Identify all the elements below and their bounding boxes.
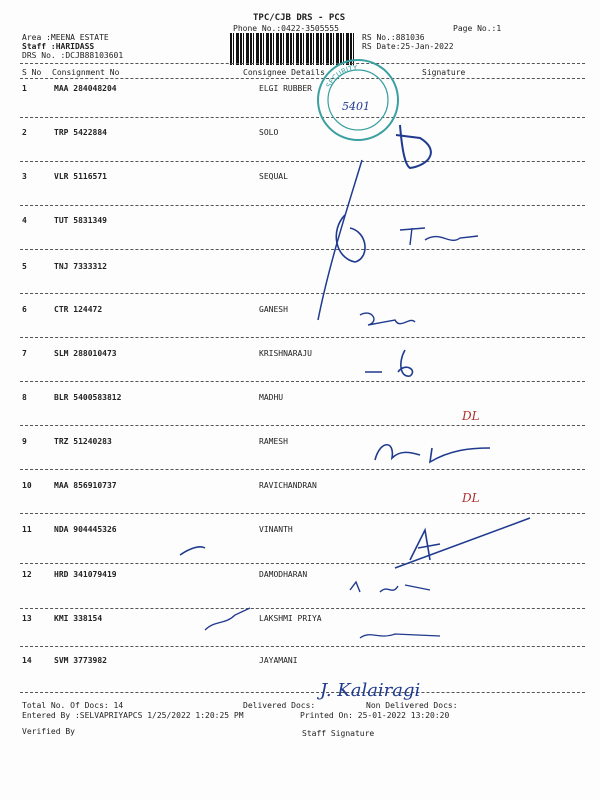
company-stamp [318, 60, 398, 140]
row-consignment: MAA 284048204 [54, 84, 117, 93]
row-consignee: RAVICHANDRAN [259, 481, 317, 490]
row-consignment: SVM 3773982 [54, 656, 107, 665]
column-header-signature: Signature [422, 68, 466, 77]
staff-label: Staff :HARIDASS [22, 42, 95, 51]
row-consignment: TRZ 51240283 [54, 437, 112, 446]
row-consignment: SLM 288010473 [54, 349, 117, 358]
total-docs: Total No. Of Docs: 14 [22, 701, 124, 710]
row-consignment: NDA 904445326 [54, 525, 117, 534]
row-consignee: KRISHNARAJU [259, 349, 312, 358]
cancel-stroke [318, 160, 362, 320]
row-sno: 14 [22, 656, 32, 665]
column-header-consignment: Consignment No [52, 68, 120, 77]
row-sno: 4 [22, 216, 27, 225]
signature-row-2 [396, 125, 431, 168]
row-consignee: JAYAMANI [259, 656, 298, 665]
staff-signature-label: Staff Signature [302, 729, 375, 738]
rs-number: RS No.:881036 [362, 33, 425, 42]
handwritten-name: J. Kalairagi [320, 680, 421, 701]
row-sno: 2 [22, 128, 27, 137]
signature-row-4-b [400, 228, 478, 245]
row-consignee: VINANTH [259, 525, 293, 534]
delivered-docs: Delivered Docs: [243, 701, 316, 710]
row-sno: 8 [22, 393, 27, 402]
dl-mark-2: DL [462, 491, 480, 505]
row-sno: 6 [22, 305, 27, 314]
row-consignment: BLR 5400583812 [54, 393, 122, 402]
dl-mark-1: DL [462, 409, 480, 423]
entered-by: Entered By :SELVAPRIYAPCS 1/25/2022 1:20:25 PM [22, 711, 244, 720]
area-label: Area :MEENA ESTATE [22, 33, 109, 42]
stamp-text: SECURITY [324, 63, 358, 90]
column-header-sno: S No [22, 68, 42, 77]
row-consignment: CTR 124472 [54, 305, 103, 314]
row-consignee: DAMODHARAN [259, 570, 308, 579]
row-consignee: LAKSHMI PRIYA [259, 614, 322, 623]
row-consignee: SOLO [259, 128, 279, 137]
row-sno: 11 [22, 525, 32, 534]
signature-row-9 [375, 445, 490, 462]
signature-row-7 [365, 350, 413, 376]
cancel-stroke [395, 518, 530, 568]
non-delivered-docs: Non Delivered Docs: [366, 701, 458, 710]
row-consignment: VLR 5116571 [54, 172, 107, 181]
row-consignment: MAA 856910737 [54, 481, 117, 490]
row-sno: 10 [22, 481, 32, 490]
row-sno: 12 [22, 570, 32, 579]
sheet-title: TPC/CJB DRS - PCS [253, 13, 346, 23]
row-sno: 9 [22, 437, 27, 446]
printed-on: Printed On: 25-01-2022 13:20:20 [300, 711, 450, 720]
row-consignment: TRP 5422884 [54, 128, 107, 137]
phone-number: Phone No.:0422-3505555 [233, 24, 339, 33]
row-sno: 13 [22, 614, 32, 623]
row-sno: 1 [22, 84, 27, 93]
drs-number: DRS No. :DCJB88103601 [22, 51, 124, 60]
rs-date: RS Date:25-Jan-2022 [362, 42, 454, 51]
row-consignee: GANESH [259, 305, 288, 314]
signature-row-4-a [336, 215, 365, 262]
row-consignee: RAMESH [259, 437, 288, 446]
row-consignment: TUT 5831349 [54, 216, 107, 225]
row-consignee: MADHU [259, 393, 284, 402]
row-sno: 5 [22, 262, 27, 271]
row-sno: 3 [22, 172, 27, 181]
row-consignee: SEQUAL [259, 172, 288, 181]
row-consignment: TNJ 7333312 [54, 262, 107, 271]
signature-row-13 [205, 608, 440, 638]
row-consignment: KMI 338154 [54, 614, 103, 623]
stamp-number: 5401 [342, 100, 370, 113]
signature-row-6 [360, 313, 415, 325]
row-consignee: ELGI RUBBER [259, 84, 312, 93]
verified-by: Verified By [22, 727, 75, 736]
signature-row-11 [180, 530, 440, 560]
signature-row-12 [350, 582, 430, 592]
row-sno: 7 [22, 349, 27, 358]
column-header-consignee: Consignee Details [243, 68, 325, 77]
page-number: Page No.:1 [453, 24, 502, 33]
row-consignment: HRD 341079419 [54, 570, 117, 579]
